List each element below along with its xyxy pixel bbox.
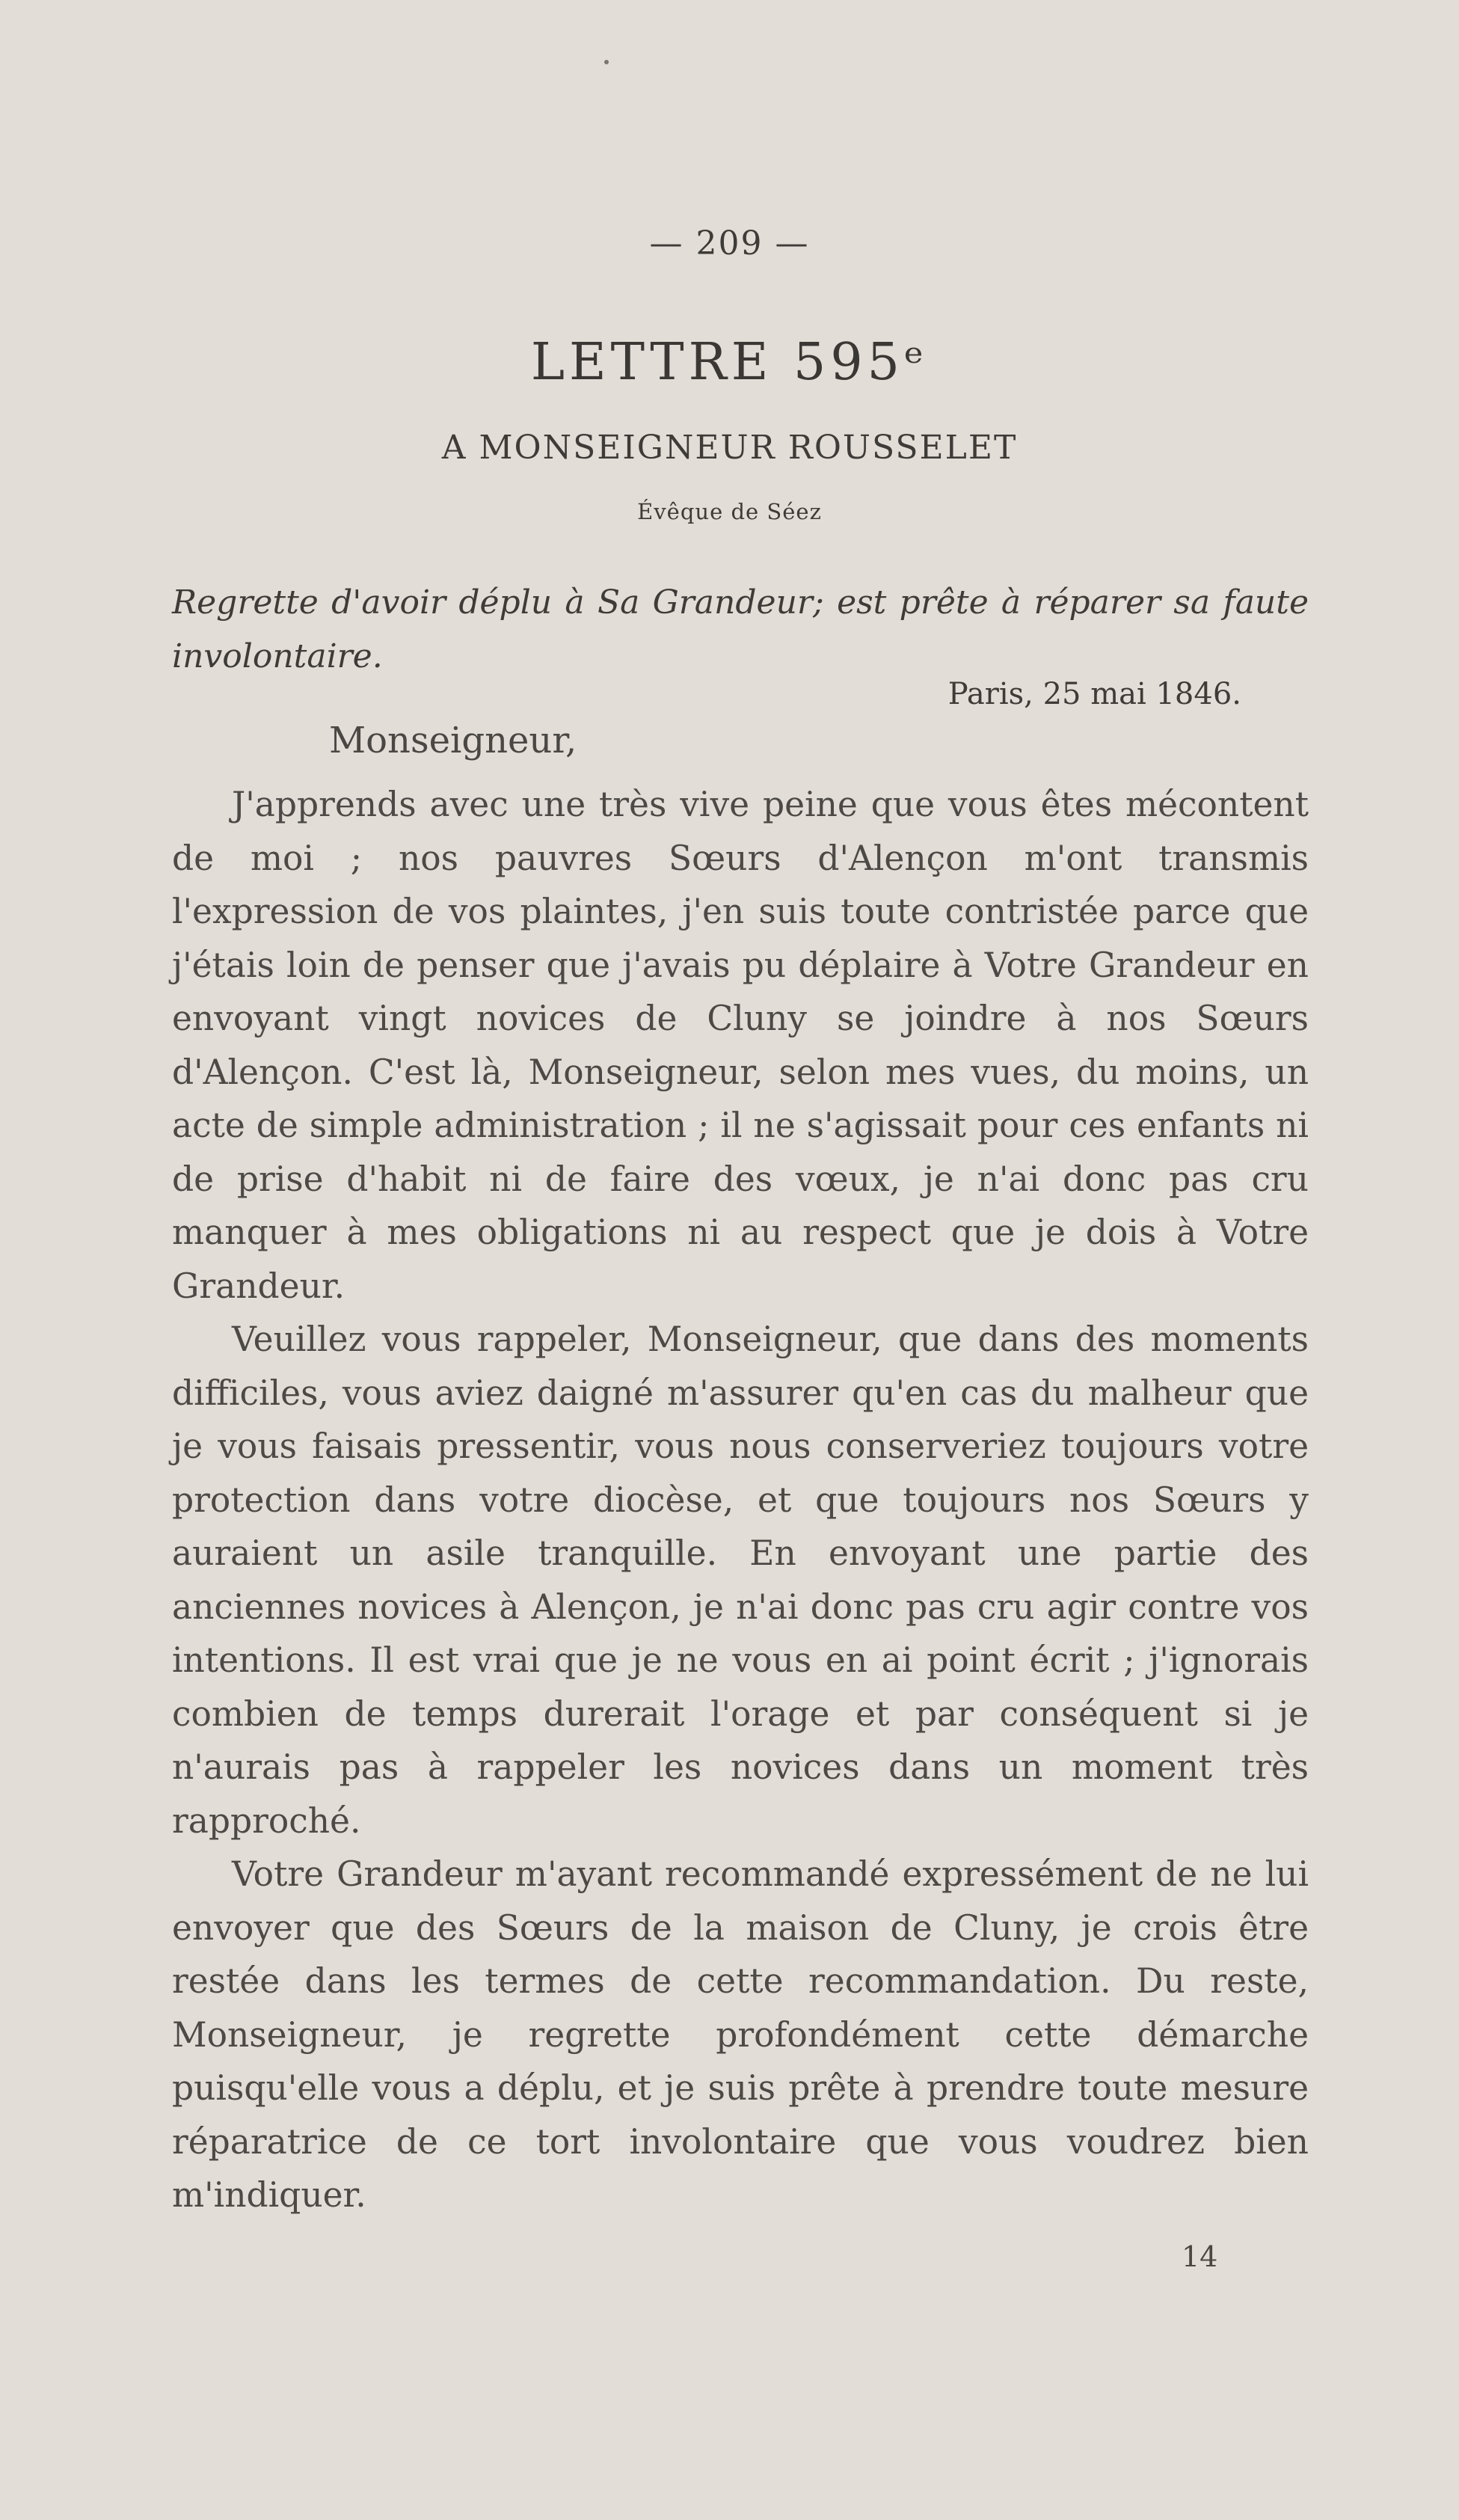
letter-title: LETTRE 595ᵉ bbox=[530, 333, 929, 392]
body-paragraph: Veuillez vous rappeler, Monseigneur, que dans des moments difficiles, vous aviez daigné m'assurer qu'en cas du malheur que je vous faisais pressentir, vous nous conserveriez toujours votre protection dans votre diocèse, et que toujours nos Sœurs y auraient un asile tranquille. En envoyant une partie des anciennes novices à Alençon, je n'ai donc pas cru agir contre vos intentions. Il est vrai que je ne vous en ai point écrit ; j'ignorais combien de temps durerait l'orage et par conséquent si je n'aurais pas à rappeler les novices dans un moment très rapproché. bbox=[172, 1319, 1309, 1841]
letter-body bbox=[172, 778, 1309, 2222]
body-paragraph: Votre Grandeur m'ayant recommandé expressément de ne lui envoyer que des Sœurs de la maison de Cluny, je crois être restée dans les termes de cette recommandation. Du reste, Monseigneur, je regrette profondément cette démarche puisqu'elle vous a déplu, et je suis prête à prendre toute mesure réparatrice de ce tort involontaire que vous voudrez bien m'indiquer. bbox=[172, 1854, 1309, 2215]
body-paragraph: J'apprends avec une très vive peine que vous êtes mécontent de moi ; nos pauvres Sœurs d'Alençon m'ont transmis l'expression de vos plaintes, j'en suis toute contristée parce que j'étais loin de penser que j'avais pu déplaire à Votre Grandeur en envoyant vingt novices de Cluny se joindre à nos Sœurs d'Alençon. C'est là, Monseigneur, selon mes vues, du moins, un acte de simple administration ; il ne s'agissait pour ces enfants ni de prise d'habit ni de faire des vœux, je n'ai donc pas cru manquer à mes obligations ni au respect que je dois à Votre Grandeur. bbox=[172, 785, 1309, 1306]
page-number: — 209 — bbox=[649, 224, 810, 263]
signature-mark: 14 bbox=[1182, 2240, 1218, 2273]
letter-date: Paris, 25 mai 1846. bbox=[947, 677, 1241, 711]
letter-summary: Regrette d'avoir déplu à Sa Grandeur; est prête à réparer sa faute involontaire. bbox=[172, 583, 1309, 675]
recipient-heading: A MONSEIGNEUR ROUSSELET bbox=[441, 429, 1018, 467]
ink-speck bbox=[604, 60, 609, 64]
recipient-subtitle: Évêque de Séez bbox=[637, 499, 822, 524]
salutation: Monseigneur, bbox=[329, 720, 577, 761]
